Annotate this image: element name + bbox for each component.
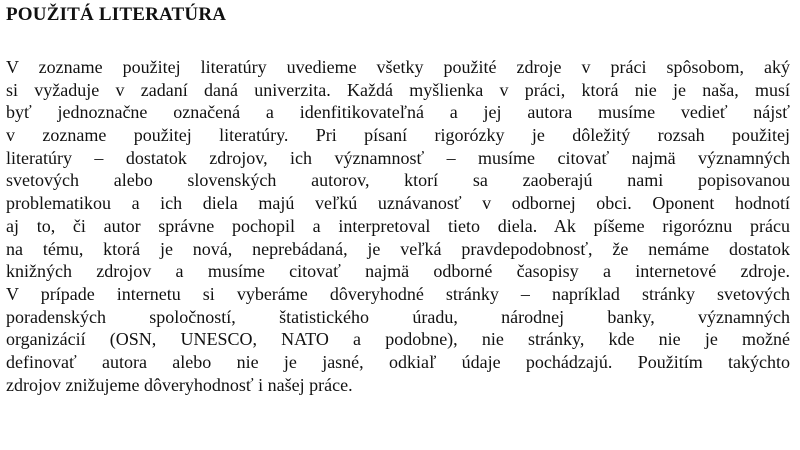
paragraph-line: v zozname použitej literatúry. Pri písaní rigorózky je dôležitý rozsah použitej [6, 125, 790, 146]
paragraph-line: svetových alebo slovenských autorov, ktorí sa zaoberajú nami popisovanou [6, 170, 790, 191]
body-paragraph [6, 56, 790, 396]
paragraph-line: problematikou a ich diela majú veľkú uznávanosť v odbornej obci. Oponent hodnotí [6, 193, 790, 214]
paragraph-line: knižných zdrojov a musíme citovať najmä odborné časopisy a internetové zdroje. [6, 261, 790, 282]
paragraph-line: poradenských spoločností, štatistického úradu, národnej banky, významných [6, 306, 790, 327]
paragraph-line: zdrojov znižujeme dôveryhodnosť i našej práce. [6, 374, 353, 395]
paragraph-line: V zozname použitej literatúry uvedieme všetky použité zdroje v práci spôsobom, aký [6, 57, 790, 77]
paragraph-line: byť jednoznačne označená a idenfitikovateľná a jej autora musíme vedieť nájsť [6, 102, 790, 123]
paragraph-line: na tému, ktorá je nová, neprebádaná, je veľká pravdepodobnosť, že nemáme dostatok [6, 238, 790, 259]
paragraph-line: aj to, či autor správne pochopil a interpretoval tieto diela. Ak píšeme rigoróznu prácu [6, 215, 790, 236]
document-page [6, 0, 792, 450]
paragraph-line: V prípade internetu si vyberáme dôveryhodné stránky – napríklad stránky svetových [6, 283, 790, 304]
paragraph-line: si vyžaduje v zadaní daná univerzita. Každá myšlienka v práci, ktorá nie je naša, musí [6, 79, 790, 100]
section-heading: POUŽITÁ LITERATÚRA [6, 4, 227, 25]
paragraph-line: organizácií (OSN, UNESCO, NATO a podobne), nie stránky, kde nie je možné [6, 329, 790, 350]
paragraph-line: definovať autora alebo nie je jasné, odkiaľ údaje pochádzajú. Použitím takýchto [6, 351, 790, 372]
paragraph-line: literatúry – dostatok zdrojov, ich významnosť – musíme citovať najmä významných [6, 147, 790, 168]
